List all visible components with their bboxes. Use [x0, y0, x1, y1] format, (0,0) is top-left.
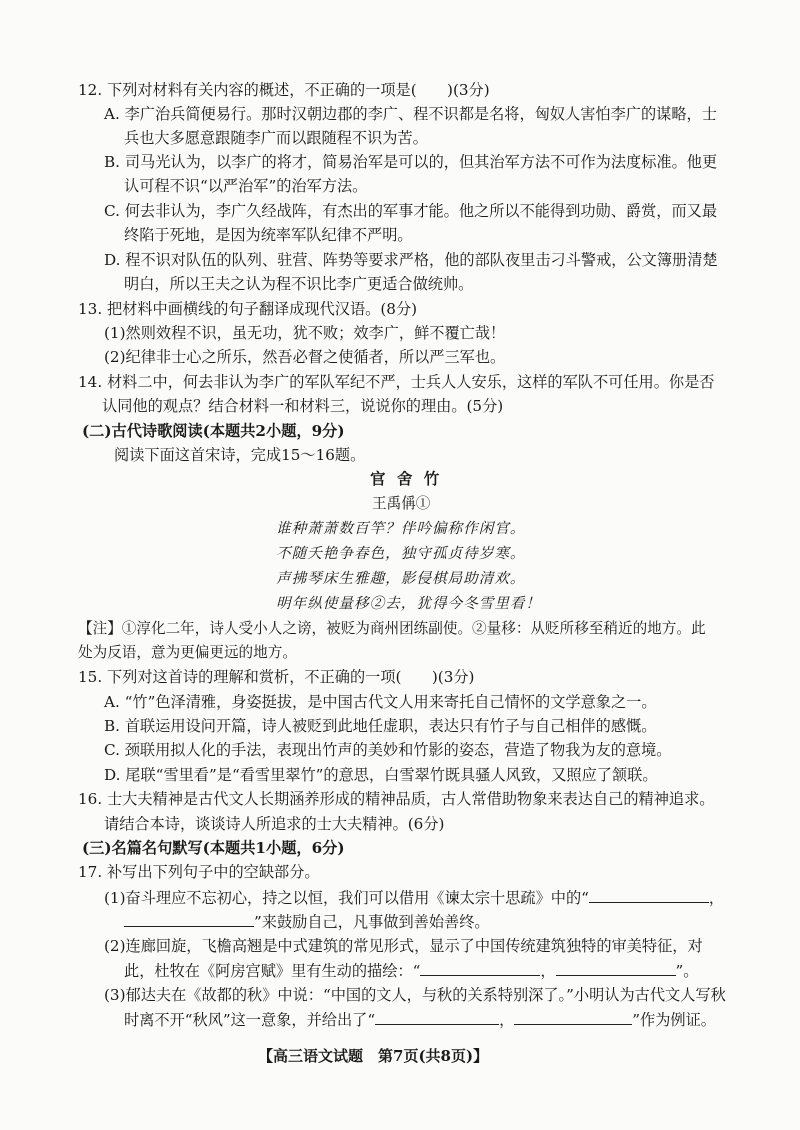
- answer-blank-2[interactable]: [124, 911, 254, 927]
- poem-author: 王禹偁①: [372, 495, 431, 512]
- q12-stem: 12. 下列对材料有关内容的概述，不正确的一项是( )(3分): [78, 81, 490, 99]
- q17-item-1-text: (1)奋斗理应不忘初心，持之以恒，我们可以借用《谏太宗十思疏》中的“: [104, 889, 589, 907]
- q17-item-1-line1: [104, 887, 724, 908]
- q13-sentence-1: (1)然则效程不识，虽无功，犹不败；效李广，鲜不覆亡哉！: [104, 324, 506, 342]
- poem-line-2: 不随夭艳争春色，独守孤贞待岁寒。: [276, 545, 526, 562]
- q12-option-c-line1: C. 何去非认为，李广久经战阵，有杰出的军事才能。他之所以不能得到功勋、爵赏，而又最: [104, 202, 718, 220]
- q17-item-1-comma: ，: [708, 889, 725, 907]
- q17-item-1-line2: [124, 911, 490, 932]
- q15-stem: 15. 下列对这首诗的理解和赏析，不正确的一项( )(3分): [78, 668, 475, 686]
- q16-line1: 16. 士大夫精神是古代文人长期涵养形成的精神品质，古人常借助物象来表达自己的精神追求。: [78, 790, 715, 808]
- q17-item-3-text: 时离不开“秋风”这一意象，并给出了“: [124, 1011, 376, 1029]
- q17-item-3-line1: (3)郁达夫在《故都的秋》中说：“中国的文人，与秋的关系特别深了。”小明认为古代文人写秋: [104, 986, 726, 1004]
- q17-item-2-text: 此，杜牧在《阿房宫赋》里有生动的描绘：“: [124, 962, 421, 980]
- q17-item-3-tail: ”作为例证。: [632, 1011, 716, 1029]
- q12-option-c-line2: 终陷于死地，是因为统率军队纪律不严明。: [124, 226, 413, 244]
- answer-blank-5[interactable]: [375, 1009, 499, 1025]
- answer-blank-1[interactable]: [589, 887, 709, 903]
- q17-item-2-tail: ”。: [675, 962, 699, 980]
- q14-line2: 认同他的观点？结合材料一和材料三，说说你的理由。(5分): [102, 397, 504, 415]
- q15-option-a: A. “竹”色泽清雅，身姿挺拔，是中国古代文人用来寄托自己情怀的文学意象之一。: [104, 693, 657, 711]
- poem-note-line2: 处为反语，意为更偏更远的地方。: [78, 644, 297, 661]
- poem-line-1: 谁种萧萧数百竿？伴吟偏称作闲官。: [276, 520, 526, 537]
- section-2-heading: (二)古代诗歌阅读(本题共2小题，9分): [82, 422, 345, 440]
- q15-option-d: D. 尾联“雪里看”是“看雪里翠竹”的意思，白雪翠竹既具骚人风致，又照应了颔联。: [104, 766, 658, 784]
- q13-sentence-2: (2)纪律非士心之所乐，然吾必督之使循者，所以严三军也。: [104, 348, 506, 366]
- q13-stem: 13. 把材料中画横线的句子翻译成现代汉语。(8分): [78, 300, 418, 318]
- q17-item-1-tail: ”来鼓励自己，凡事做到善始善终。: [254, 913, 490, 931]
- q12-option-a-line1: A. 李广治兵简便易行。那时汉朝边郡的李广、程不识都是名将，匈奴人害怕李广的谋略，士: [104, 105, 717, 123]
- page-footer: 【高三语文试题 第7页(共8页)】: [258, 1047, 489, 1065]
- section-3-heading: (三)名篇名句默写(本题共1小题，6分): [82, 839, 345, 857]
- q12-option-b-line1: B. 司马光认为，以李广的将才，简易治军是可以的，但其治军方法不可作为法度标准。他更: [104, 153, 718, 171]
- q12-option-b-line2: 认可程不识“以严治军”的治军方法。: [124, 177, 368, 195]
- section-2-intro: 阅读下面这首宋诗，完成15～16题。: [114, 446, 366, 464]
- answer-blank-4[interactable]: [556, 960, 676, 976]
- poem-line-4: 明年纵使量移②去，犹得今冬雪里看！: [276, 595, 542, 612]
- q17-item-2-line1: (2)连廊回旋，飞檐高翘是中式建筑的常见形式，显示了中国传统建筑独特的审美特征，对: [104, 937, 703, 955]
- answer-blank-6[interactable]: [514, 1009, 632, 1025]
- q12-option-d-line2: 明白，所以王夫之认为程不识比李广更适合做统帅。: [124, 275, 474, 293]
- q12-option-d-line1: D. 程不识对队伍的队列、驻营、阵势等要求严格，他的部队夜里击刁斗警戒，公文簿册清楚: [104, 251, 718, 269]
- q17-item-3-comma: ，: [499, 1011, 515, 1029]
- q16-line2: 请结合本诗，谈谈诗人所追求的士大夫精神。(6分): [104, 815, 445, 833]
- poem-title: 官 舍 竹: [370, 469, 443, 488]
- q17-item-3-line2: [124, 1009, 716, 1030]
- poem-line-3: 声拂琴床生雅趣，影侵棋局助清欢。: [276, 570, 526, 587]
- q17-item-2-comma: ，: [540, 962, 556, 980]
- answer-blank-3[interactable]: [420, 960, 540, 976]
- poem-note-line1: 【注】①淳化二年，诗人受小人之谤，被贬为商州团练副使。②量移：从贬所移至稍近的地方。此: [78, 620, 706, 637]
- q12-option-a-line2: 兵也大多愿意跟随李广而以跟随程不识为苦。: [124, 129, 428, 147]
- q17-item-2-line2: [124, 960, 698, 981]
- q14-line1: 14. 材料二中，何去非认为李广的军队军纪不严，士兵人人安乐，这样的军队不可任用。你是否: [78, 373, 715, 391]
- q17-stem: 17. 补写出下列句子中的空缺部分。: [78, 863, 320, 881]
- q15-option-c: C. 颈联用拟人化的手法，表现出竹声的美妙和竹影的姿态，营造了物我为友的意境。: [104, 741, 672, 759]
- q15-option-b: B. 首联运用设问开篇，诗人被贬到此地任虚职，表达只有竹子与自己相伴的感慨。: [104, 717, 657, 735]
